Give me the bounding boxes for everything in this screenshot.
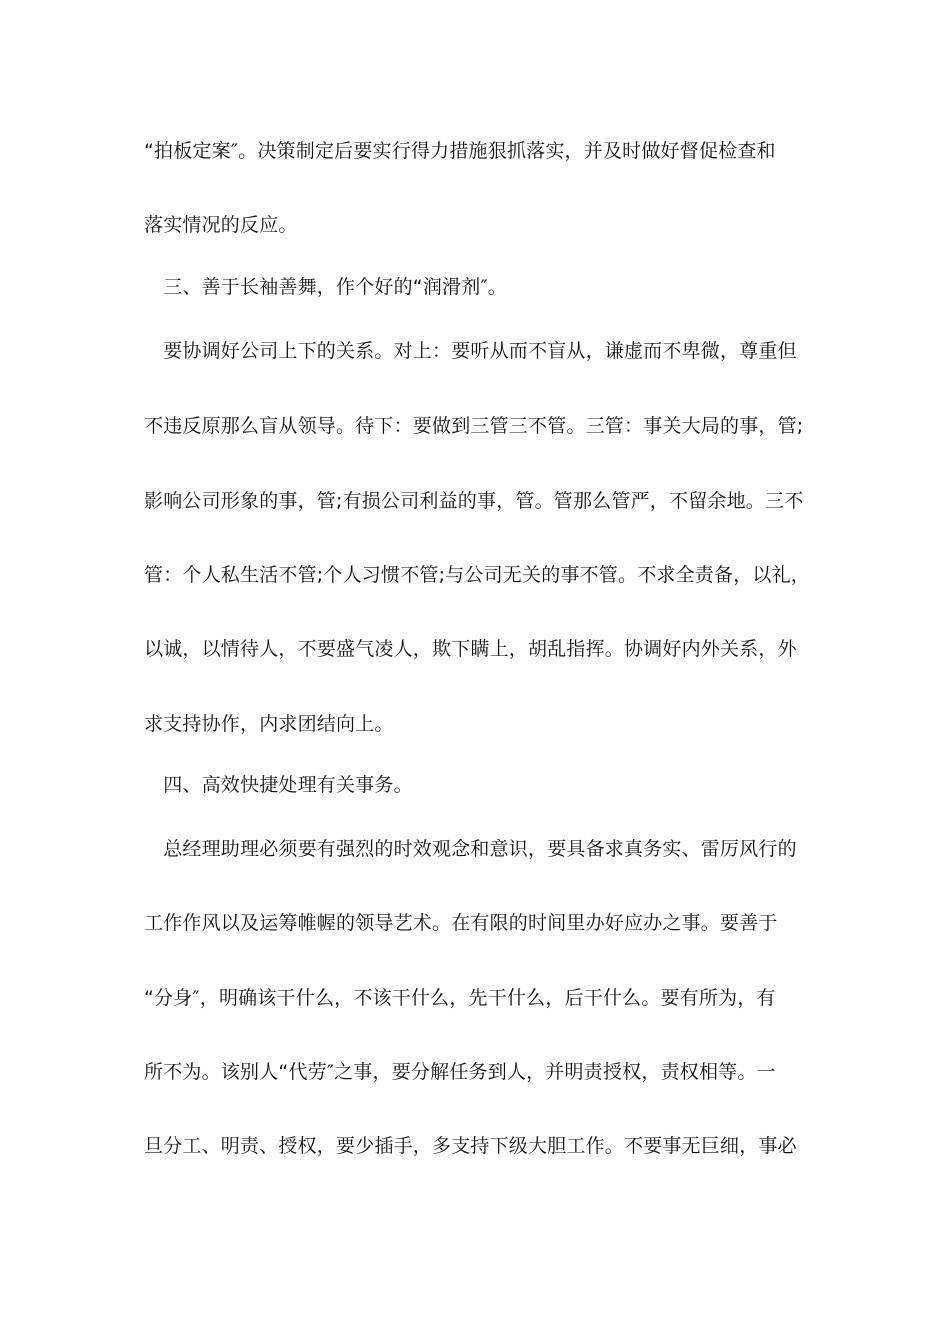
text-line: 总经理助理必须要有强烈的时效观念和意识，要具备求真务实、雷厉风行的: [144, 838, 797, 860]
text-line: “分身″，明确该干什么，不该干什么，先干什么，后干什么。要有所为，有: [144, 987, 776, 1009]
text-line: 工作作风以及运筹帷幄的领导艺术。在有限的时间里办好应办之事。要善于: [144, 912, 778, 934]
text-line: 旦分工、明责、授权，要少插手，多支持下级大胆工作。不要事无巨细，事必: [144, 1135, 797, 1157]
text-line: 不违反原那么盲从领导。待下：要做到三管三不管。三管：事关大局的事，管;: [144, 415, 804, 437]
text-line: 落实情况的反应。: [144, 214, 298, 236]
text-line: 要协调好公司上下的关系。对上：要听从而不盲从，谦虚而不卑微，尊重但: [144, 340, 797, 362]
text-line: 管：个人私生活不管;个人习惯不管;与公司无关的事不管。不求全责备，以礼，: [144, 564, 811, 586]
text-line: “拍板定案″。决策制定后要实行得力措施狠抓落实，并及时做好督促检查和: [144, 140, 776, 162]
text-line: 所不为。该别人“代劳″之事，要分解任务到人，并明责授权，责权相等。一: [144, 1061, 776, 1083]
text-line: 影响公司形象的事，管;有损公司利益的事，管。管那么管严，不留余地。三不: [144, 490, 804, 512]
text-line: 求支持协作，内求团结向上。: [144, 713, 394, 735]
text-line: 以诚，以情待人，不要盛气凌人，欺下瞒上，胡乱指挥。协调好内外关系，外: [144, 638, 797, 660]
section-heading: 四、高效快捷处理有关事务。: [144, 774, 413, 796]
section-heading: 三、善于长袖善舞，作个好的“润滑剂″。: [144, 276, 507, 298]
